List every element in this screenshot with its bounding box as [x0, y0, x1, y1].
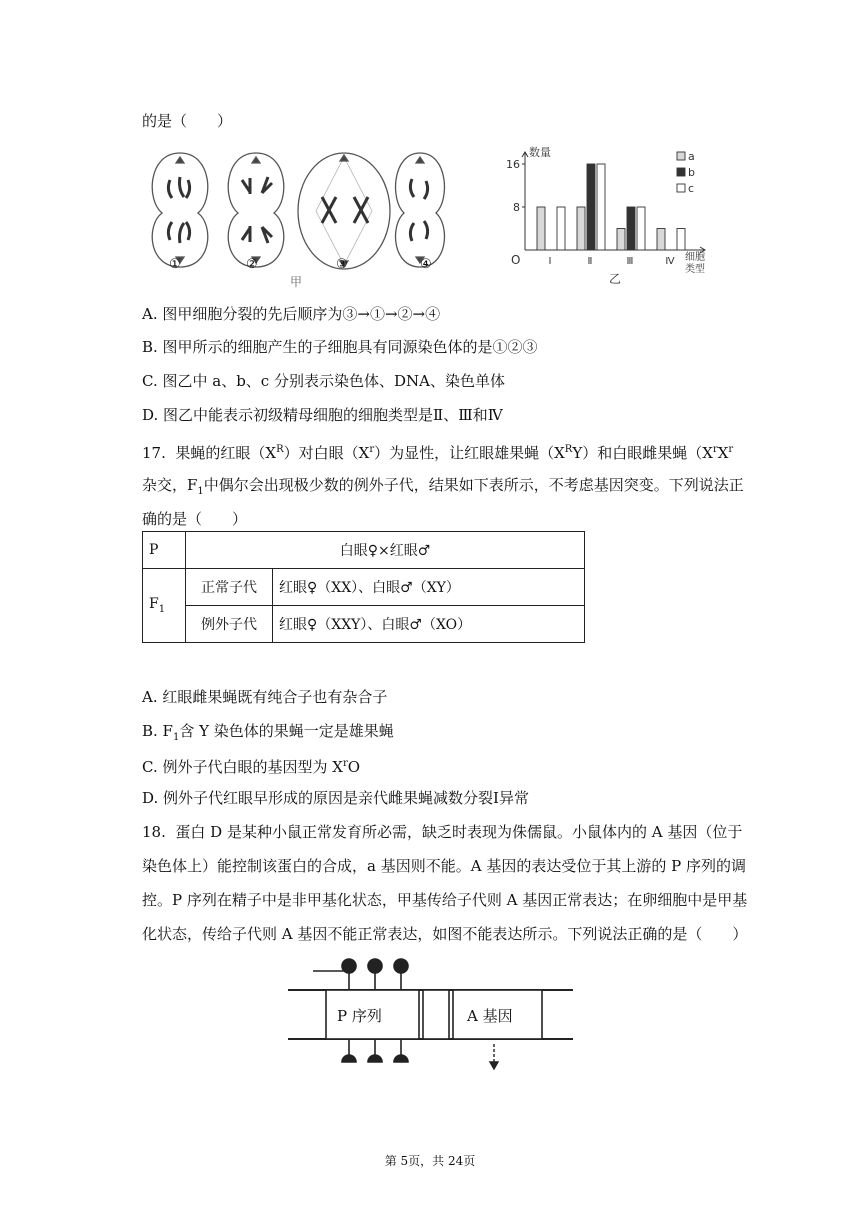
q17-text: Y）和白眼雌果蝇（X — [572, 444, 713, 462]
q16-option-c: C. 图乙中 a、b、c 分别表示染色体、DNA、染色单体 — [142, 372, 505, 390]
q17-line-2 — [142, 475, 744, 502]
q17-option-b — [142, 721, 394, 748]
x-axis-label: 类型 — [685, 264, 705, 275]
bar-c — [597, 164, 605, 250]
q17-text: 果蝇的红眼（X — [175, 444, 277, 462]
q18-line-2: 染色体上）能控制该蛋白的合成，a 基因则不能。A 基因的表达受位于其上游的 P 序列的调 — [142, 857, 746, 875]
bar-c — [637, 207, 645, 250]
q17-sup: R — [276, 444, 284, 455]
p-cross-cell: 白眼♀×红眼♂ — [186, 532, 585, 569]
q17-opt-text: C. 例外子代白眼的基因型为 X — [142, 758, 343, 776]
cell-label-1: ① — [169, 257, 181, 272]
legend-label-b: b — [688, 166, 695, 179]
q17-text: X — [717, 444, 729, 462]
q17-number: 17. — [142, 444, 166, 462]
q17-text: ）为显性，让红眼雄果蝇（X — [374, 444, 565, 462]
q17-opt-text: O — [347, 758, 361, 776]
q17-option-d: D. 例外子代红眼早形成的原因是亲代雌果蝇减数分裂Ⅰ异常 — [142, 789, 529, 807]
except-value-cell: 红眼♀（XXY）、白眼♂（XO） — [273, 606, 585, 643]
f1-label: F — [149, 596, 159, 613]
x-tick-label: Ⅳ — [665, 256, 675, 267]
q17-line-1 — [142, 440, 733, 463]
q17-sub: 1 — [172, 732, 180, 743]
cell-label-3: ③ — [336, 257, 348, 272]
cell-1 — [152, 153, 208, 267]
q18-line-4: 化状态，传给子代则 A 基因不能正常表达，如图不能表达所示。下列说法正确的是（ ） — [142, 925, 748, 943]
table-row — [143, 606, 585, 643]
gene-diagram — [283, 950, 578, 1075]
p-sequence-label: P 序列 — [337, 1007, 382, 1025]
legend-label-a: a — [688, 150, 695, 163]
q18-line-1 — [142, 822, 742, 842]
page-footer: 第 5页，共 24页 — [384, 1154, 476, 1168]
x-tick-label: Ⅲ — [626, 256, 634, 267]
f1-sub: 1 — [158, 603, 166, 615]
q17-text: 杂交，F — [142, 476, 198, 494]
bar-a — [577, 207, 585, 250]
q16-option-a: A. 图甲细胞分裂的先后顺序为③→①→②→④ — [142, 305, 441, 323]
q17-opt-text: B. F — [142, 722, 173, 740]
figure-jia-caption: 甲 — [290, 275, 303, 289]
bar-c — [557, 207, 565, 250]
cell-3 — [298, 153, 390, 269]
f1-label-cell — [143, 569, 186, 643]
a-gene-label: A 基因 — [467, 1007, 513, 1025]
bar-a — [657, 229, 665, 251]
y-tick-label: 8 — [513, 201, 520, 214]
cell-4 — [396, 153, 445, 267]
bar-a — [617, 229, 625, 251]
q17-sup: r — [712, 444, 718, 455]
except-label-cell: 例外子代 — [186, 606, 273, 643]
methyl-groups-bottom — [342, 1039, 408, 1062]
normal-value-cell: 红眼♀（XX）、白眼♂（XY） — [273, 569, 585, 606]
cell-label-4: ④ — [420, 257, 432, 272]
q17-text: ）对白眼（X — [283, 444, 370, 462]
legend-label-c: c — [688, 182, 695, 195]
table-row — [143, 569, 585, 606]
q17-option-a: A. 红眼雌果蝇既有纯合子也有杂合子 — [142, 688, 388, 706]
q17-sup: r — [342, 758, 348, 769]
table-row — [143, 532, 585, 569]
q17-sup: R — [564, 444, 573, 455]
q18-text: 蛋白 D 是某种小鼠正常发育所必需，缺乏时表现为侏儒鼠。小鼠体内的 A 基因（位于 — [175, 823, 743, 841]
cell-2 — [228, 153, 284, 267]
q16-tail: 的是（ ） — [142, 112, 233, 130]
legend-swatch-a — [677, 152, 685, 160]
legend-swatch-c — [677, 184, 685, 192]
q16-option-d: D. 图乙中能表示初级精母细胞的细胞类型是Ⅱ、Ⅲ和Ⅳ — [142, 406, 503, 424]
q16-option-b: B. 图甲所示的细胞产生的子细胞具有同源染色体的是①②③ — [142, 338, 538, 356]
q17-sup: r — [728, 444, 734, 455]
legend-swatch-b — [677, 168, 685, 176]
y-tick-label: 16 — [506, 158, 520, 171]
bar-b — [587, 164, 595, 250]
normal-label-cell: 正常子代 — [186, 569, 273, 606]
x-axis-label: 细胞 — [685, 252, 705, 263]
origin-label: O — [511, 253, 521, 267]
q18-number: 18. — [142, 823, 166, 841]
q17-table — [142, 531, 585, 643]
bar-a — [537, 207, 545, 250]
q17-opt-text: 含 Y 染色体的果蝇一定是雄果蝇 — [179, 722, 394, 740]
p-label-cell: P — [143, 532, 186, 569]
blocked-expression-arrow — [490, 1044, 498, 1069]
bar-c — [677, 229, 685, 251]
figure-yi-chart — [505, 138, 745, 290]
q17-line-3: 确的是（ ） — [142, 510, 248, 528]
x-tick-label: Ⅱ — [587, 256, 593, 267]
bar-b — [627, 207, 635, 250]
q17-sup: r — [369, 444, 375, 455]
methyl-groups-top — [313, 959, 408, 990]
cell-label-2: ② — [246, 257, 258, 272]
chart-caption: 乙 — [608, 272, 622, 286]
q17-text: 中偶尔会出现极少数的例外子代，结果如下表所示，不考虑基因突变。下列说法正 — [203, 476, 744, 494]
q17-sub: 1 — [197, 486, 204, 497]
q18-line-3: 控。P 序列在精子中是非甲基化状态，甲基传给子代则 A 基因正常表达；在卵细胞中是甲基 — [142, 891, 748, 909]
y-axis-label: 数量 — [529, 146, 551, 159]
q17-option-c — [142, 754, 360, 777]
x-tick-label: Ⅰ — [548, 256, 552, 267]
